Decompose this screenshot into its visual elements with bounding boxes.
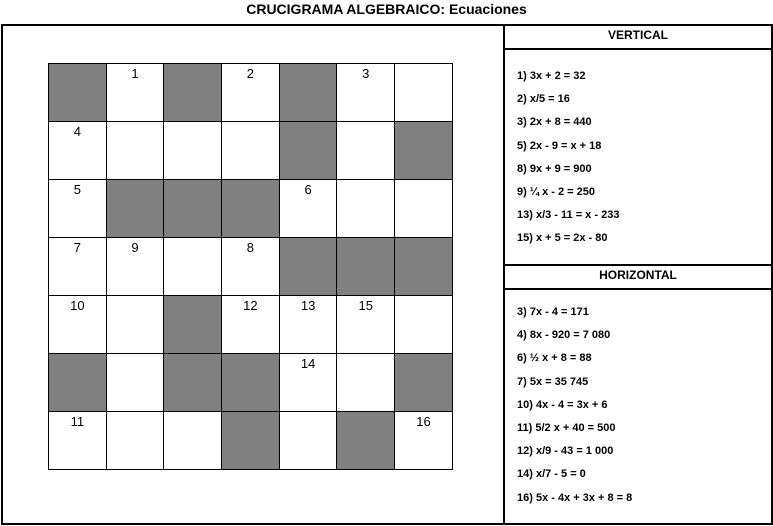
answer-cell[interactable] [107,122,165,180]
answer-cell[interactable] [164,238,222,296]
answer-cell[interactable] [395,180,453,238]
black-cell [164,296,222,354]
black-cell [222,412,280,470]
black-cell [280,122,338,180]
black-cell [395,122,453,180]
black-cell [164,354,222,412]
clue-number: 1 [131,66,139,81]
black-cell [49,354,107,412]
answer-cell[interactable] [49,180,107,238]
vertical-heading: VERTICAL [505,26,771,50]
answer-cell[interactable] [280,354,338,412]
horizontal-clue: 6) ½ x + 8 = 88 [517,352,592,365]
clue-number: 13 [300,298,316,313]
answer-cell[interactable] [337,64,395,122]
answer-cell[interactable] [395,296,453,354]
answer-cell[interactable] [222,238,280,296]
clue-number: 16 [416,414,431,429]
vertical-clue: 9) ¼ x - 2 = 250 [517,185,595,198]
black-cell [49,64,107,122]
answer-cell[interactable] [164,122,222,180]
black-cell [395,354,453,412]
clue-number: 7 [73,240,81,255]
horizontal-clue: 4) 8x - 920 = 7 080 [517,329,611,342]
black-cell [107,180,165,238]
horizontal-clue: 3) 7x - 4 = 171 [517,306,589,318]
answer-cell[interactable] [280,412,338,470]
answer-cell[interactable] [395,64,453,122]
black-cell [337,238,395,296]
answer-cell[interactable] [337,180,395,238]
black-cell [337,412,395,470]
answer-cell[interactable] [222,64,280,122]
answer-cell[interactable] [107,296,165,354]
clue-number: 10 [70,298,85,313]
answer-cell[interactable] [280,296,338,354]
answer-cell[interactable] [395,412,453,470]
page-title: CRUCIGRAMA ALGEBRAICO: Ecuaciones [246,1,527,17]
clue-number: 8 [246,240,255,255]
horizontal-clue: 7) 5x = 35 745 [517,375,589,388]
clue-number: 3 [362,66,370,81]
vertical-clues-list [517,69,619,255]
clue-number: 11 [70,414,85,429]
clue-number: 2 [246,66,255,81]
answer-cell[interactable] [49,122,107,180]
horizontal-clues-list [517,305,632,514]
clue-number: 6 [304,182,312,197]
black-cell [222,180,280,238]
answer-cell[interactable] [107,238,165,296]
black-cell [395,238,453,296]
answer-cell[interactable] [164,412,222,470]
answer-cell[interactable] [337,354,395,412]
horizontal-clue: 12) x/9 - 43 = 1 000 [517,445,614,458]
answer-cell[interactable] [337,296,395,354]
black-cell [164,64,222,122]
clue-number: 12 [243,298,258,313]
answer-cell[interactable] [222,122,280,180]
crossword-grid [48,63,453,470]
horizontal-clue: 10) 4x - 4 = 3x + 6 [517,398,608,411]
black-cell [222,354,280,412]
clue-number: 14 [300,356,316,371]
answer-cell[interactable] [222,296,280,354]
clue-number: 15 [358,298,374,313]
answer-cell[interactable] [280,180,338,238]
clue-number: 9 [131,240,139,255]
vertical-clue: 13) x/3 - 11 = x - 233 [517,209,620,222]
clue-number: 4 [73,124,81,139]
clues-panel [505,26,771,523]
black-cell [164,180,222,238]
answer-cell[interactable] [49,296,107,354]
horizontal-clue: 14) x/7 - 5 = 0 [517,468,586,481]
answer-cell[interactable] [107,354,165,412]
answer-cell[interactable] [49,412,107,470]
black-cell [280,64,338,122]
vertical-clue: 8) 9x + 9 = 900 [517,162,592,175]
horizontal-clue: 16) 5x - 4x + 3x + 8 = 8 [517,491,633,504]
answer-cell[interactable] [337,122,395,180]
vertical-clue: 5) 2x - 9 = x + 18 [517,139,602,152]
worksheet-frame [1,24,773,525]
black-cell [280,238,338,296]
answer-cell[interactable] [107,64,165,122]
clue-number: 5 [73,182,81,197]
vertical-clue: 3) 2x + 8 = 440 [517,116,592,129]
vertical-clue: 2) x/5 = 16 [517,93,570,106]
vertical-clue: 15) x + 5 = 2x - 80 [517,232,608,245]
horizontal-clue: 11) 5/2 x + 40 = 500 [517,421,616,434]
vertical-clue: 1) 3x + 2 = 32 [517,70,586,82]
horizontal-heading: HORIZONTAL [505,264,771,290]
answer-cell[interactable] [49,238,107,296]
answer-cell[interactable] [107,412,165,470]
